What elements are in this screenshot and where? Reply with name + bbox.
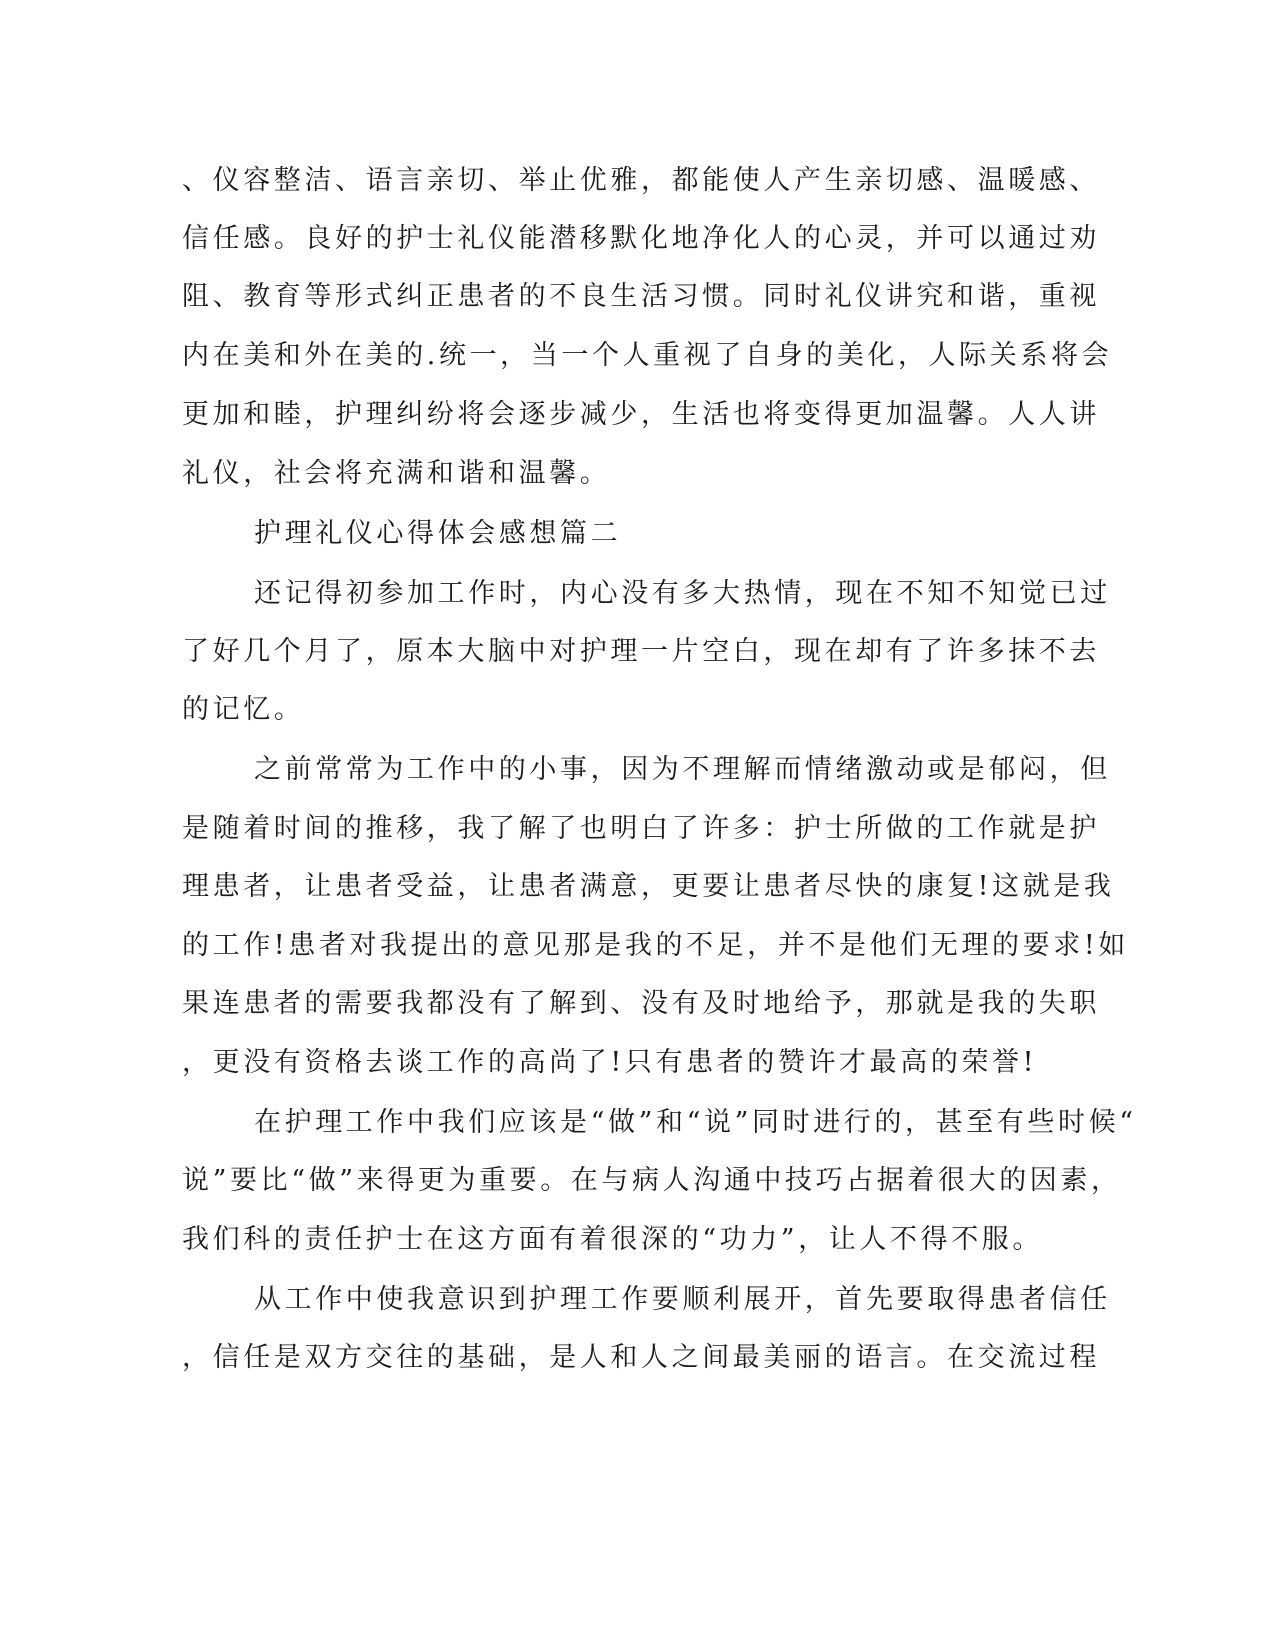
text-line: 礼仪，社会将充满和谐和温馨。 xyxy=(182,458,611,489)
text-line: 果连患者的需要我都没有了解到、没有及时地给予，那就是我的失职 xyxy=(182,988,1100,1019)
text-line: 内在美和外在美的.统一，当一个人重视了自身的美化，人际关系将会 xyxy=(182,340,1113,371)
text-line: 我们科的责任护士在这方面有着很深的“功力”，让人不得不服。 xyxy=(182,1224,1044,1255)
text-line: 是随着时间的推移，我了解了也明白了许多：护士所做的工作就是护 xyxy=(182,813,1100,844)
text-line: 从工作中使我意识到护理工作要顺利展开，首先要取得患者信任 xyxy=(254,1284,1111,1315)
text-line: 的记忆。 xyxy=(182,694,305,725)
text-line: 在护理工作中我们应该是“做”和“说”同时进行的，甚至有些时候“ xyxy=(254,1107,1137,1138)
text-line: ，更没有资格去谈工作的高尚了!只有患者的赞许才最高的荣誉! xyxy=(182,1047,1038,1078)
text-line: 了好几个月了，原本大脑中对护理一片空白，现在却有了许多抹不去 xyxy=(182,636,1100,667)
section-heading: 护理礼仪心得体会感想篇二 xyxy=(254,518,622,549)
text-line: 信任感。良好的护士礼仪能潜移默化地净化人的心灵，并可以通过劝 xyxy=(182,223,1100,254)
text-line: 之前常常为工作中的小事，因为不理解而情绪激动或是郁闷，但 xyxy=(254,754,1111,785)
text-line: 阻、教育等形式纠正患者的不良生活习惯。同时礼仪讲究和谐，重视 xyxy=(182,281,1100,312)
text-line: 的工作!患者对我提出的意见那是我的不足，并不是他们无理的要求!如 xyxy=(182,930,1129,961)
text-line: 还记得初参加工作时，内心没有多大热情，现在不知不知觉已过 xyxy=(254,578,1111,609)
text-line: 更加和睦，护理纠纷将会逐步减少，生活也将变得更加温馨。人人讲 xyxy=(182,399,1100,430)
text-line: ，信任是双方交往的基础，是人和人之间最美丽的语言。在交流过程 xyxy=(182,1342,1100,1373)
text-line: 理患者，让患者受益，让患者满意，更要让患者尽快的康复!这就是我 xyxy=(182,871,1115,902)
text-line: 说”要比“做”来得更为重要。在与病人沟通中技巧占据着很大的因素， xyxy=(182,1165,1122,1196)
text-line: 、仪容整洁、语言亲切、举止优雅，都能使人产生亲切感、温暖感、 xyxy=(182,165,1100,196)
